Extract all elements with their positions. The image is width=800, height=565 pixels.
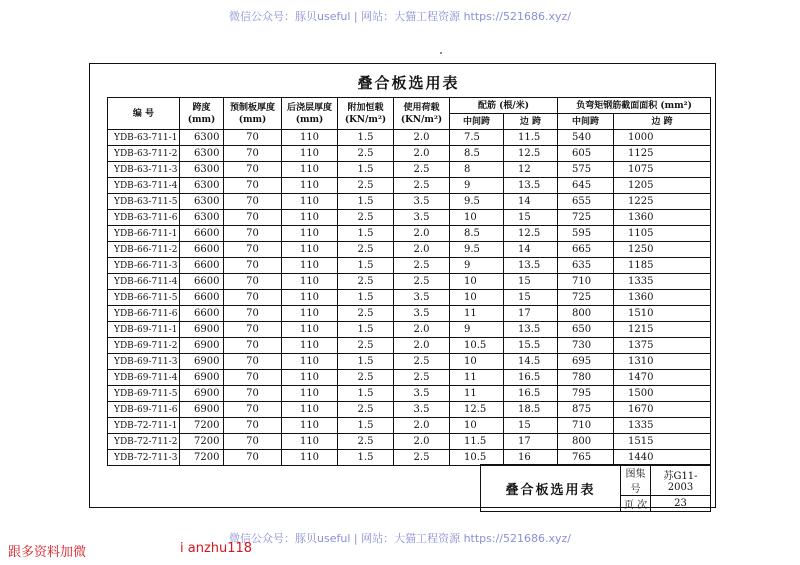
table-cell: 2.5 xyxy=(338,338,394,354)
table-cell: 13.5 xyxy=(504,178,558,194)
table-cell: 110 xyxy=(282,162,338,178)
header-area: 负弯矩钢筋截面面积 (mm²) xyxy=(558,98,711,114)
table-row xyxy=(108,210,711,226)
table-cell: 12.5 xyxy=(504,226,558,242)
table-cell: 70 xyxy=(224,226,282,242)
table-cell: 70 xyxy=(224,322,282,338)
table-cell: 2.5 xyxy=(394,370,450,386)
table-cell: 6600 xyxy=(180,242,224,258)
table-cell: 10.5 xyxy=(450,338,504,354)
table-cell: 2.0 xyxy=(394,322,450,338)
table-cell: YDB-66-711-6 xyxy=(108,306,180,322)
table-cell: 1500 xyxy=(614,386,711,402)
table-cell: 110 xyxy=(282,178,338,194)
table-cell: 110 xyxy=(282,146,338,162)
selection-table xyxy=(107,97,711,466)
table-cell: 6300 xyxy=(180,162,224,178)
table-cell: YDB-66-711-3 xyxy=(108,258,180,274)
table-cell: 110 xyxy=(282,242,338,258)
table-cell: YDB-66-711-5 xyxy=(108,290,180,306)
table-cell: 2.5 xyxy=(338,210,394,226)
table-cell: 70 xyxy=(224,370,282,386)
header-span: 跨度 (mm) xyxy=(180,98,224,130)
table-cell: YDB-63-711-5 xyxy=(108,194,180,210)
table-cell: 8 xyxy=(450,162,504,178)
table-cell: 540 xyxy=(558,130,614,146)
table-cell: 2.5 xyxy=(394,354,450,370)
header-rebar: 配筋 (根/米) xyxy=(450,98,558,114)
table-cell: 6300 xyxy=(180,194,224,210)
title-block-name: 叠合板选用表 xyxy=(481,465,621,512)
table-cell: 110 xyxy=(282,402,338,418)
table-row xyxy=(108,146,711,162)
table-cell: 70 xyxy=(224,402,282,418)
header-area-mid: 中间跨 xyxy=(558,114,614,130)
table-cell: 11 xyxy=(450,306,504,322)
table-cell: 2.5 xyxy=(338,402,394,418)
table-cell: 11.5 xyxy=(504,130,558,146)
table-cell: 6900 xyxy=(180,370,224,386)
table-cell: 1510 xyxy=(614,306,711,322)
table-cell: 110 xyxy=(282,370,338,386)
table-cell: 1.5 xyxy=(338,322,394,338)
table-cell: 8.5 xyxy=(450,226,504,242)
table-cell: 3.5 xyxy=(394,290,450,306)
table-cell: 650 xyxy=(558,322,614,338)
table-cell: 6900 xyxy=(180,338,224,354)
table-cell: 2.5 xyxy=(338,178,394,194)
table-cell: 1470 xyxy=(614,370,711,386)
table-cell: 110 xyxy=(282,194,338,210)
table-cell: YDB-72-711-1 xyxy=(108,418,180,434)
table-cell: 645 xyxy=(558,178,614,194)
table-cell: 1.5 xyxy=(338,354,394,370)
table-cell: 655 xyxy=(558,194,614,210)
table-cell: 2.0 xyxy=(394,130,450,146)
table-row xyxy=(108,130,711,146)
scan-dot xyxy=(440,52,442,54)
table-cell: 70 xyxy=(224,274,282,290)
table-cell: 12.5 xyxy=(504,146,558,162)
table-cell: 1215 xyxy=(614,322,711,338)
table-cell: 3.5 xyxy=(394,210,450,226)
table-cell: 800 xyxy=(558,434,614,450)
table-cell: 9 xyxy=(450,258,504,274)
table-cell: 725 xyxy=(558,290,614,306)
table-cell: 15.5 xyxy=(504,338,558,354)
table-row xyxy=(108,386,711,402)
table-cell: 70 xyxy=(224,418,282,434)
table-cell: 6900 xyxy=(180,402,224,418)
table-cell: 110 xyxy=(282,130,338,146)
table-cell: 875 xyxy=(558,402,614,418)
table-cell: 1.5 xyxy=(338,386,394,402)
table-cell: 2.0 xyxy=(394,338,450,354)
table-cell: 6600 xyxy=(180,274,224,290)
table-cell: 15 xyxy=(504,210,558,226)
table-cell: 9.5 xyxy=(450,242,504,258)
page-value: 23 xyxy=(651,496,711,512)
table-cell: 2.5 xyxy=(394,258,450,274)
table-cell: 2.5 xyxy=(394,450,450,466)
table-cell: 15 xyxy=(504,274,558,290)
table-cell: 14 xyxy=(504,242,558,258)
table-cell: YDB-63-711-6 xyxy=(108,210,180,226)
table-cell: 10 xyxy=(450,418,504,434)
header-precast-thickness: 预制板厚度 (mm) xyxy=(224,98,282,130)
table-row xyxy=(108,194,711,210)
table-cell: 780 xyxy=(558,370,614,386)
table-cell: 765 xyxy=(558,450,614,466)
table-cell: YDB-66-711-1 xyxy=(108,226,180,242)
table-cell: 1.5 xyxy=(338,290,394,306)
table-cell: 2.5 xyxy=(338,306,394,322)
table-cell: 1335 xyxy=(614,418,711,434)
table-cell: YDB-69-711-6 xyxy=(108,402,180,418)
table-cell: 2.5 xyxy=(394,178,450,194)
table-row xyxy=(108,418,711,434)
header-area-side: 边 跨 xyxy=(614,114,711,130)
table-row xyxy=(108,290,711,306)
footer-left-text: 跟多资料加微 xyxy=(8,545,87,560)
table-row xyxy=(108,226,711,242)
table-cell: 710 xyxy=(558,418,614,434)
table-row xyxy=(108,434,711,450)
table-cell: 14 xyxy=(504,194,558,210)
table-cell: 1515 xyxy=(614,434,711,450)
table-cell: 70 xyxy=(224,450,282,466)
table-cell: 110 xyxy=(282,434,338,450)
table-row xyxy=(108,242,711,258)
table-cell: 1360 xyxy=(614,290,711,306)
table-cell: 1075 xyxy=(614,162,711,178)
table-cell: 11.5 xyxy=(450,434,504,450)
table-cell: 7200 xyxy=(180,418,224,434)
table-cell: 1440 xyxy=(614,450,711,466)
table-cell: 7.5 xyxy=(450,130,504,146)
table-cell: 1.5 xyxy=(338,162,394,178)
table-cell: 3.5 xyxy=(394,306,450,322)
table-cell: 1105 xyxy=(614,226,711,242)
table-cell: 9 xyxy=(450,322,504,338)
table-cell: 1375 xyxy=(614,338,711,354)
table-cell: 110 xyxy=(282,290,338,306)
table-row xyxy=(108,370,711,386)
table-cell: 6300 xyxy=(180,210,224,226)
table-row xyxy=(108,354,711,370)
table-cell: 725 xyxy=(558,210,614,226)
table-cell: 10.5 xyxy=(450,450,504,466)
page-label: 页 次 xyxy=(621,496,651,512)
table-cell: 17 xyxy=(504,434,558,450)
table-cell: 17 xyxy=(504,306,558,322)
title-block xyxy=(480,464,711,512)
table-cell: 70 xyxy=(224,162,282,178)
table-cell: 12 xyxy=(504,162,558,178)
watermark-top: 微信公众号：豚贝useful | 网站：大猫工程资源 https://521686.xyz/ xyxy=(229,10,571,23)
table-cell: 3.5 xyxy=(394,194,450,210)
table-cell: 13.5 xyxy=(504,258,558,274)
watermark-bottom: 微信公众号：豚贝useful | 网站：大猫工程资源 https://521686.xyz/ xyxy=(229,532,571,545)
table-cell: 110 xyxy=(282,274,338,290)
table-cell: 70 xyxy=(224,242,282,258)
table-cell: 10 xyxy=(450,290,504,306)
table-cell: 10 xyxy=(450,274,504,290)
table-cell: 1335 xyxy=(614,274,711,290)
table-cell: YDB-63-711-1 xyxy=(108,130,180,146)
table-cell: YDB-63-711-4 xyxy=(108,178,180,194)
table-cell: 575 xyxy=(558,162,614,178)
table-cell: 1125 xyxy=(614,146,711,162)
header-dead-load: 附加恒载 (KN/m²) xyxy=(338,98,394,130)
table-cell: YDB-72-711-3 xyxy=(108,450,180,466)
table-cell: 110 xyxy=(282,386,338,402)
table-cell: 18.5 xyxy=(504,402,558,418)
table-cell: 1250 xyxy=(614,242,711,258)
table-cell: 730 xyxy=(558,338,614,354)
table-cell: 795 xyxy=(558,386,614,402)
table-cell: 800 xyxy=(558,306,614,322)
table-cell: 7200 xyxy=(180,434,224,450)
table-cell: 16 xyxy=(504,450,558,466)
table-cell: 1.5 xyxy=(338,450,394,466)
table-cell: 70 xyxy=(224,130,282,146)
table-cell: 6900 xyxy=(180,354,224,370)
table-cell: 110 xyxy=(282,338,338,354)
table-row xyxy=(108,338,711,354)
table-cell: 7200 xyxy=(180,450,224,466)
table-cell: 13.5 xyxy=(504,322,558,338)
table-cell: 9 xyxy=(450,178,504,194)
table-cell: 16.5 xyxy=(504,370,558,386)
header-cast-thickness: 后浇层厚度 (mm) xyxy=(282,98,338,130)
table-cell: YDB-66-711-4 xyxy=(108,274,180,290)
table-cell: YDB-66-711-2 xyxy=(108,242,180,258)
table-cell: 70 xyxy=(224,306,282,322)
table-cell: 1225 xyxy=(614,194,711,210)
table-cell: 6600 xyxy=(180,306,224,322)
table-cell: 1.5 xyxy=(338,226,394,242)
table-cell: 635 xyxy=(558,258,614,274)
table-cell: 6300 xyxy=(180,130,224,146)
table-cell: 6300 xyxy=(180,178,224,194)
table-row xyxy=(108,178,711,194)
table-cell: 2.5 xyxy=(394,162,450,178)
table-cell: 110 xyxy=(282,322,338,338)
table-cell: 70 xyxy=(224,386,282,402)
header-live-load: 使用荷载 (KN/m²) xyxy=(394,98,450,130)
table-cell: 2.5 xyxy=(338,274,394,290)
table-cell: 15 xyxy=(504,418,558,434)
table-cell: 6900 xyxy=(180,386,224,402)
table-cell: 6300 xyxy=(180,146,224,162)
table-cell: 6600 xyxy=(180,226,224,242)
table-cell: 8.5 xyxy=(450,146,504,162)
table-cell: 11 xyxy=(450,386,504,402)
header-rebar-mid: 中间跨 xyxy=(450,114,504,130)
table-cell: 70 xyxy=(224,290,282,306)
table-cell: 6600 xyxy=(180,258,224,274)
table-cell: 2.5 xyxy=(338,370,394,386)
table-cell: 110 xyxy=(282,226,338,242)
atlas-value: 苏G11-2003 xyxy=(651,465,711,496)
table-cell: 70 xyxy=(224,194,282,210)
table-cell: 3.5 xyxy=(394,386,450,402)
table-cell: 70 xyxy=(224,178,282,194)
table-cell: 110 xyxy=(282,450,338,466)
table-cell: 6600 xyxy=(180,290,224,306)
table-cell: 2.5 xyxy=(338,242,394,258)
table-cell: YDB-72-711-2 xyxy=(108,434,180,450)
table-title: 叠合板选用表 xyxy=(357,74,460,92)
table-cell: 2.5 xyxy=(394,274,450,290)
table-cell: 110 xyxy=(282,306,338,322)
table-cell: 2.0 xyxy=(394,242,450,258)
table-cell: 1360 xyxy=(614,210,711,226)
table-cell: 2.5 xyxy=(338,146,394,162)
table-row xyxy=(108,322,711,338)
table-cell: 1.5 xyxy=(338,418,394,434)
table-row xyxy=(108,258,711,274)
table-cell: 2.0 xyxy=(394,226,450,242)
table-cell: 595 xyxy=(558,226,614,242)
table-cell: 2.0 xyxy=(394,418,450,434)
header-code: 编 号 xyxy=(108,98,180,130)
table-cell: 2.0 xyxy=(394,434,450,450)
atlas-label: 图集号 xyxy=(621,465,651,496)
table-cell: 110 xyxy=(282,354,338,370)
table-cell: 605 xyxy=(558,146,614,162)
table-cell: 110 xyxy=(282,258,338,274)
table-cell: YDB-63-711-2 xyxy=(108,146,180,162)
table-cell: 14.5 xyxy=(504,354,558,370)
table-cell: 6900 xyxy=(180,322,224,338)
table-cell: 9.5 xyxy=(450,194,504,210)
table-cell: 70 xyxy=(224,338,282,354)
table-cell: 665 xyxy=(558,242,614,258)
table-cell: 15 xyxy=(504,290,558,306)
table-row xyxy=(108,274,711,290)
table-cell: YDB-69-711-1 xyxy=(108,322,180,338)
table-cell: YDB-69-711-2 xyxy=(108,338,180,354)
table-cell: 2.0 xyxy=(394,146,450,162)
table-row xyxy=(108,306,711,322)
table-cell: 710 xyxy=(558,274,614,290)
table-cell: YDB-69-711-4 xyxy=(108,370,180,386)
table-cell: 3.5 xyxy=(394,402,450,418)
table-cell: 70 xyxy=(224,210,282,226)
table-cell: 12.5 xyxy=(450,402,504,418)
table-cell: 1.5 xyxy=(338,130,394,146)
table-row xyxy=(108,162,711,178)
table-cell: 70 xyxy=(224,434,282,450)
table-cell: 11 xyxy=(450,370,504,386)
table-cell: YDB-69-711-3 xyxy=(108,354,180,370)
table-cell: 70 xyxy=(224,258,282,274)
table-row xyxy=(108,402,711,418)
table-cell: 110 xyxy=(282,210,338,226)
table-cell: 1.5 xyxy=(338,258,394,274)
table-cell: 1205 xyxy=(614,178,711,194)
table-cell: 10 xyxy=(450,354,504,370)
table-cell: 70 xyxy=(224,354,282,370)
footer-right-text: i anzhu118 xyxy=(180,541,253,556)
table-cell: 70 xyxy=(224,146,282,162)
table-cell: 1310 xyxy=(614,354,711,370)
table-body xyxy=(108,130,711,466)
table-cell: YDB-69-711-5 xyxy=(108,386,180,402)
table-cell: 2.5 xyxy=(338,434,394,450)
table-cell: 1185 xyxy=(614,258,711,274)
table-cell: YDB-63-711-3 xyxy=(108,162,180,178)
table-cell: 1.5 xyxy=(338,194,394,210)
table-cell: 695 xyxy=(558,354,614,370)
header-rebar-side: 边 跨 xyxy=(504,114,558,130)
table-cell: 16.5 xyxy=(504,386,558,402)
table-cell: 1000 xyxy=(614,130,711,146)
table-cell: 1670 xyxy=(614,402,711,418)
table-cell: 10 xyxy=(450,210,504,226)
table-cell: 110 xyxy=(282,418,338,434)
